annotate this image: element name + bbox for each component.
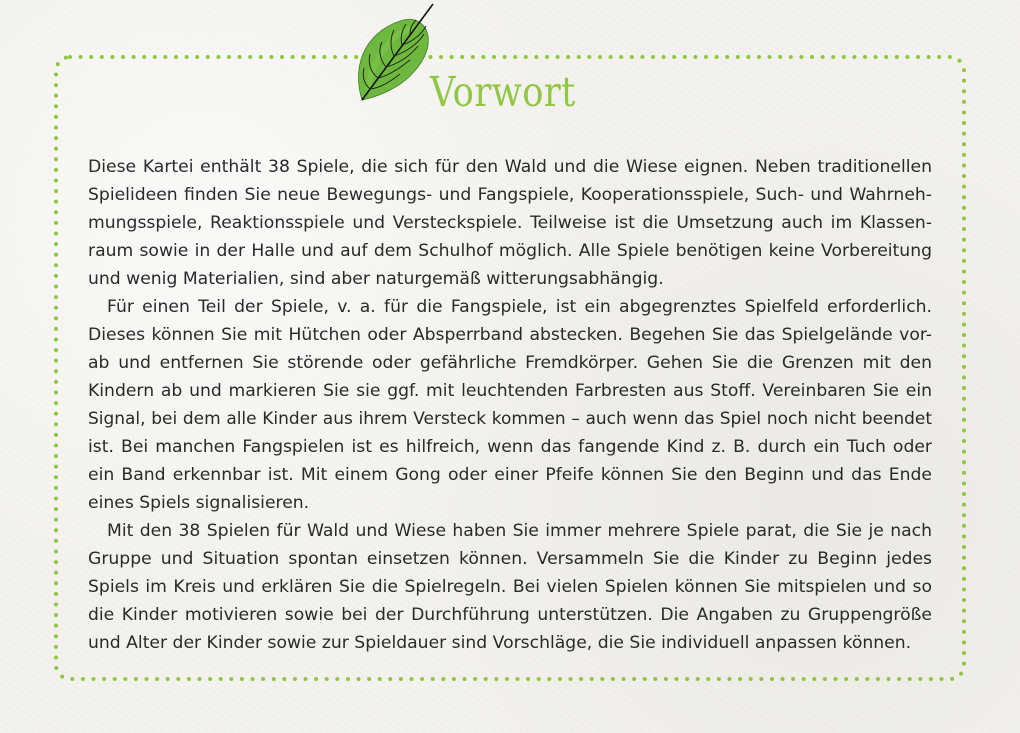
text-line: Spiels im Kreis und erklären Sie die Spielregeln. Bei vielen Spielen können Sie mitspielen und so [88,577,932,597]
text-line: raum sowie in der Halle und auf dem Schulhof möglich. Alle Spiele benötigen keine Vorbereitung [88,241,932,261]
text-line: Für einen Teil der Spiele, v. a. für die Fangspiele, ist ein abgegrenztes Spielfeld erforderlich. [107,297,932,317]
text-line: Spielideen finden Sie neue Bewegungs- und Fangspiele, Kooperationsspiele, Such- und Wahrneh- [88,185,932,205]
foreword-body [88,153,932,657]
paragraph-2 [88,293,932,517]
leaf-icon [356,2,436,104]
text-line: Gruppe und Situation spontan einsetzen können. Versammeln Sie die Kinder zu Beginn jedes [88,549,932,569]
text-line: ab und entfernen Sie störende oder gefährliche Fremdkörper. Gehen Sie die Grenzen mit den [88,353,932,373]
text-line: ein Band erkennbar ist. Mit einem Gong oder einer Pfeife können Sie den Beginn und das Ende [88,465,932,485]
paragraph-3 [88,517,932,657]
text-line: Kindern ab und markieren Sie sie ggf. mit leuchtenden Farbresten aus Stoff. Vereinbaren Sie ein [88,381,932,401]
text-line: Diese Kartei enthält 38 Spiele, die sich für den Wald und die Wiese eignen. Neben traditionellen [88,157,932,177]
text-line: Dieses können Sie mit Hütchen oder Absperrband abstecken. Begehen Sie das Spielgelände vor- [88,325,932,345]
text-line: und wenig Materialien, sind aber naturgemäß witterungsabhängig. [88,269,664,289]
paragraph-1 [88,153,932,293]
text-line: Mit den 38 Spielen für Wald und Wiese haben Sie immer mehrere Spiele parat, die Sie je nach [107,521,932,541]
text-line: eines Spiels signalisieren. [88,493,310,513]
text-line: mungsspiele, Reaktionsspiele und Versteckspiele. Teilweise ist die Umsetzung auch im Klassen- [88,213,932,233]
text-line: ist. Bei manchen Fangspielen ist es hilfreich, wenn das fangende Kind z. B. durch ein Tuch oder [88,437,932,457]
text-line: und Alter der Kinder sowie zur Spieldauer sind Vorschläge, die Sie individuell anpassen können. [88,633,912,653]
text-line: die Kinder motivieren sowie bei der Durchführung unterstützen. Die Angaben zu Gruppengröße [88,605,932,625]
text-line: Signal, bei dem alle Kinder aus ihrem Versteck kommen – auch wenn das Spiel noch nicht beendet [88,409,932,429]
page-title: Vorwort [430,68,576,116]
